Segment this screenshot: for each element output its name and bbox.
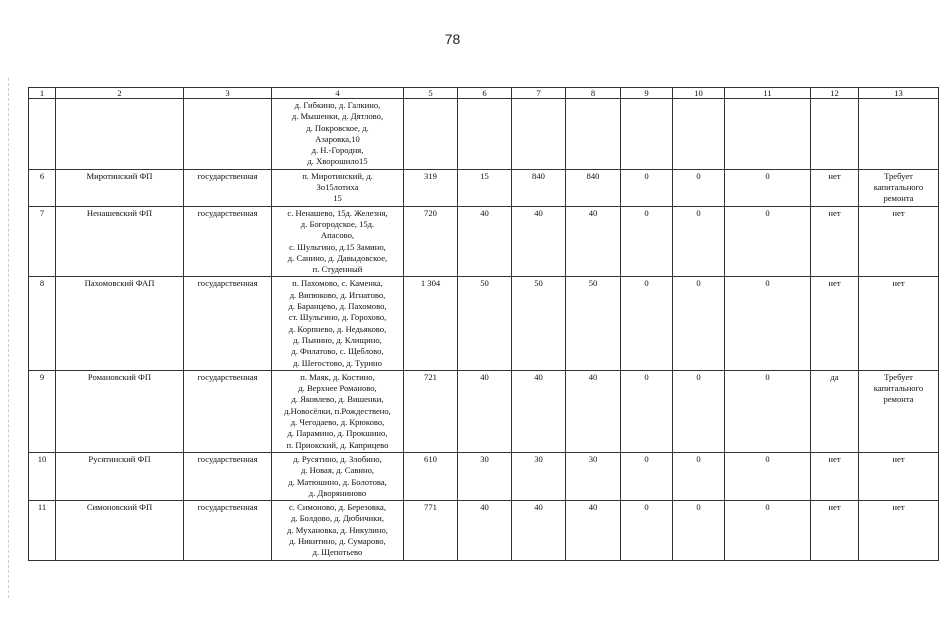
value-cell-c5: 720: [404, 206, 458, 277]
row-number-cell: 10: [29, 452, 56, 500]
settlement-line: ст. Шульгино, д. Горохово,: [288, 312, 387, 323]
value-cell-c6: 40: [458, 206, 512, 277]
settlement-line: д. Новая, д. Савино,: [300, 465, 375, 476]
condition-line: ремонта: [883, 193, 914, 204]
column-header: 11: [725, 88, 811, 99]
served-settlements-cell: [272, 501, 404, 560]
value-cell-c9: 0: [621, 277, 673, 370]
value-cell-c8: 40: [566, 206, 621, 277]
value-cell-c9: 0: [621, 169, 673, 206]
value-cell-c5: 319: [404, 169, 458, 206]
value-cell-c7: 40: [512, 370, 566, 452]
facility-name-cell: Пахомовский ФАП: [56, 277, 184, 370]
settlement-line: д. Покровское, д.: [306, 122, 369, 133]
settlement-line: д. Санино, д. Давыдовское,: [287, 252, 388, 263]
settlement-line: п. Приокский, д. Каприцево: [286, 439, 389, 450]
value-cell-c11: 0: [725, 501, 811, 560]
table-row: [29, 99, 939, 170]
column-header: 2: [56, 88, 184, 99]
served-settlements-cell: [272, 99, 404, 170]
settlement-line: д. Богородское, 15д.: [300, 218, 375, 229]
value-cell-c12: нет: [811, 501, 859, 560]
condition-cell: [859, 99, 939, 170]
value-cell-c10: 0: [673, 501, 725, 560]
value-cell-c8: 40: [566, 501, 621, 560]
settlement-line: Азаровка,10: [315, 133, 360, 144]
value-cell-c11: 0: [725, 370, 811, 452]
column-header: 13: [859, 88, 939, 99]
ownership-cell: государственная: [184, 501, 272, 560]
facility-name-cell: Симоновский ФП: [56, 501, 184, 560]
settlement-line: д.Новосёлки, п.Рождествено,: [284, 405, 391, 416]
condition-cell: [859, 277, 939, 370]
value-cell-c5: 610: [404, 452, 458, 500]
settlement-line: с. Шульгино, д.15 Замино,: [289, 241, 386, 252]
value-cell-c7: 30: [512, 452, 566, 500]
settlement-line: д. Филатово, с. Щеблово,: [291, 346, 384, 357]
settlement-line: Апасово,: [320, 230, 355, 241]
table-body: [29, 99, 939, 561]
condition-line: капитального: [873, 383, 924, 394]
value-cell-c5: 771: [404, 501, 458, 560]
value-cell-c6: 30: [458, 452, 512, 500]
value-cell-c7: 840: [512, 169, 566, 206]
page-number: 78: [444, 31, 461, 47]
row-number-cell: 9: [29, 370, 56, 452]
row-number-cell: [29, 99, 56, 170]
value-cell-c12: [811, 99, 859, 170]
settlement-line: с. Симоново, д. Березовка,: [288, 502, 386, 513]
ownership-cell: государственная: [184, 277, 272, 370]
table-row: [29, 452, 939, 500]
facility-name-cell: Миротинский ФП: [56, 169, 184, 206]
table-row: [29, 277, 939, 370]
settlement-line: д. Щепотьево: [312, 547, 363, 558]
settlement-line: с. Ненашево, 15д. Железня,: [287, 207, 388, 218]
condition-cell: [859, 452, 939, 500]
column-header: 12: [811, 88, 859, 99]
settlement-line: д. Гибкино, д. Галкино,: [294, 100, 381, 110]
value-cell-c9: 0: [621, 370, 673, 452]
value-cell-c12: нет: [811, 452, 859, 500]
column-header: 3: [184, 88, 272, 99]
value-cell-c12: нет: [811, 169, 859, 206]
column-header: 5: [404, 88, 458, 99]
value-cell-c6: 15: [458, 169, 512, 206]
value-cell-c7: [512, 99, 566, 170]
value-cell-c7: 40: [512, 206, 566, 277]
facility-name-cell: Романовский ФП: [56, 370, 184, 452]
settlement-line: д. Яковлево, д. Вишенки,: [291, 394, 384, 405]
value-cell-c8: [566, 99, 621, 170]
condition-line: капитального: [873, 182, 924, 193]
value-cell-c7: 40: [512, 501, 566, 560]
ownership-cell: государственная: [184, 452, 272, 500]
settlement-line: д. Корпнево, д. Недьяково,: [288, 323, 387, 334]
facility-name-cell: Русятинский ФП: [56, 452, 184, 500]
condition-line: ремонта: [883, 394, 914, 405]
settlement-line: д. Матюшино, д. Болотова,: [288, 476, 387, 487]
served-settlements-cell: [272, 169, 404, 206]
condition-line: Требует: [884, 371, 913, 382]
column-header: 1: [29, 88, 56, 99]
condition-cell: [859, 370, 939, 452]
condition-cell: [859, 206, 939, 277]
column-header: 4: [272, 88, 404, 99]
settlement-line: 15: [333, 193, 342, 204]
value-cell-c5: 721: [404, 370, 458, 452]
condition-line: нет: [892, 453, 905, 464]
scan-margin-line: [8, 78, 9, 598]
table-row: [29, 169, 939, 206]
value-cell-c7: 50: [512, 277, 566, 370]
settlement-line: д. Никитино, д. Сумарово,: [289, 535, 386, 546]
ownership-cell: государственная: [184, 206, 272, 277]
ownership-cell: [184, 99, 272, 170]
value-cell-c11: [725, 99, 811, 170]
value-cell-c12: нет: [811, 277, 859, 370]
value-cell-c9: 0: [621, 452, 673, 500]
value-cell-c9: 0: [621, 501, 673, 560]
settlement-line: д. Баранцево, д. Пахомово,: [288, 301, 387, 312]
condition-line: Требует: [884, 170, 913, 181]
table-row: [29, 206, 939, 277]
value-cell-c10: 0: [673, 169, 725, 206]
value-cell-c12: да: [811, 370, 859, 452]
served-settlements-cell: [272, 370, 404, 452]
value-cell-c9: 0: [621, 206, 673, 277]
settlement-line: д. Дворяниново: [308, 487, 367, 498]
table-row: [29, 370, 939, 452]
ownership-cell: государственная: [184, 169, 272, 206]
settlement-line: д. Хворошило15: [307, 156, 368, 167]
facility-name-cell: [56, 99, 184, 170]
settlement-line: д. Чегодаево, д. Крюково,: [290, 417, 385, 428]
settlement-line: д. Випюково, д. Игнатово,: [289, 289, 386, 300]
value-cell-c11: 0: [725, 206, 811, 277]
value-cell-c10: 0: [673, 277, 725, 370]
condition-line: нет: [892, 207, 905, 218]
value-cell-c10: 0: [673, 452, 725, 500]
settlement-line: д. Болдово, д. Дюбичики,: [290, 513, 385, 524]
facility-name-cell: Ненашевский ФП: [56, 206, 184, 277]
value-cell-c9: [621, 99, 673, 170]
served-settlements-cell: [272, 277, 404, 370]
column-header: 8: [566, 88, 621, 99]
row-number-cell: 7: [29, 206, 56, 277]
value-cell-c8: 840: [566, 169, 621, 206]
value-cell-c6: 40: [458, 370, 512, 452]
settlement-line: д. Н.-Городня,: [311, 145, 364, 156]
header-row: [29, 88, 939, 99]
settlement-line: Зо15лотиха: [316, 182, 359, 193]
condition-line: нет: [892, 278, 905, 289]
value-cell-c10: [673, 99, 725, 170]
value-cell-c6: [458, 99, 512, 170]
condition-line: нет: [892, 502, 905, 513]
column-header: 9: [621, 88, 673, 99]
row-number-cell: 8: [29, 277, 56, 370]
value-cell-c8: 50: [566, 277, 621, 370]
column-header: 7: [512, 88, 566, 99]
condition-cell: [859, 169, 939, 206]
table-row: [29, 501, 939, 560]
condition-cell: [859, 501, 939, 560]
settlement-line: д. Русятино, д. Злобино,: [293, 453, 382, 464]
registry-table: [28, 87, 939, 561]
served-settlements-cell: [272, 206, 404, 277]
column-header: 6: [458, 88, 512, 99]
settlement-line: п. Миротинский, д.: [302, 170, 373, 181]
settlement-line: п. Маяк, д. Костино,: [300, 371, 375, 382]
settlement-line: д. Шегостово, д. Турино: [293, 357, 382, 368]
settlement-line: д. Мышенки, д. Дятлово,: [291, 111, 384, 122]
value-cell-c10: 0: [673, 370, 725, 452]
row-number-cell: 11: [29, 501, 56, 560]
served-settlements-cell: [272, 452, 404, 500]
value-cell-c8: 30: [566, 452, 621, 500]
value-cell-c6: 40: [458, 501, 512, 560]
value-cell-c11: 0: [725, 277, 811, 370]
column-header: 10: [673, 88, 725, 99]
value-cell-c11: 0: [725, 169, 811, 206]
value-cell-c5: 1 304: [404, 277, 458, 370]
value-cell-c10: 0: [673, 206, 725, 277]
settlement-line: д. Мухановка, д. Никулино,: [287, 524, 388, 535]
settlement-line: п. Студенный: [312, 264, 363, 275]
value-cell-c12: нет: [811, 206, 859, 277]
settlement-line: д. Парамино, д. Прокшино,: [287, 428, 388, 439]
row-number-cell: 6: [29, 169, 56, 206]
settlement-line: д. Пынино, д. Клищино,: [293, 334, 382, 345]
value-cell-c11: 0: [725, 452, 811, 500]
settlement-line: п. Пахомово, с. Каменка,: [292, 278, 383, 289]
value-cell-c8: 40: [566, 370, 621, 452]
value-cell-c6: 50: [458, 277, 512, 370]
settlement-line: д. Верхнее Романово,: [298, 383, 377, 394]
value-cell-c5: [404, 99, 458, 170]
ownership-cell: государственная: [184, 370, 272, 452]
